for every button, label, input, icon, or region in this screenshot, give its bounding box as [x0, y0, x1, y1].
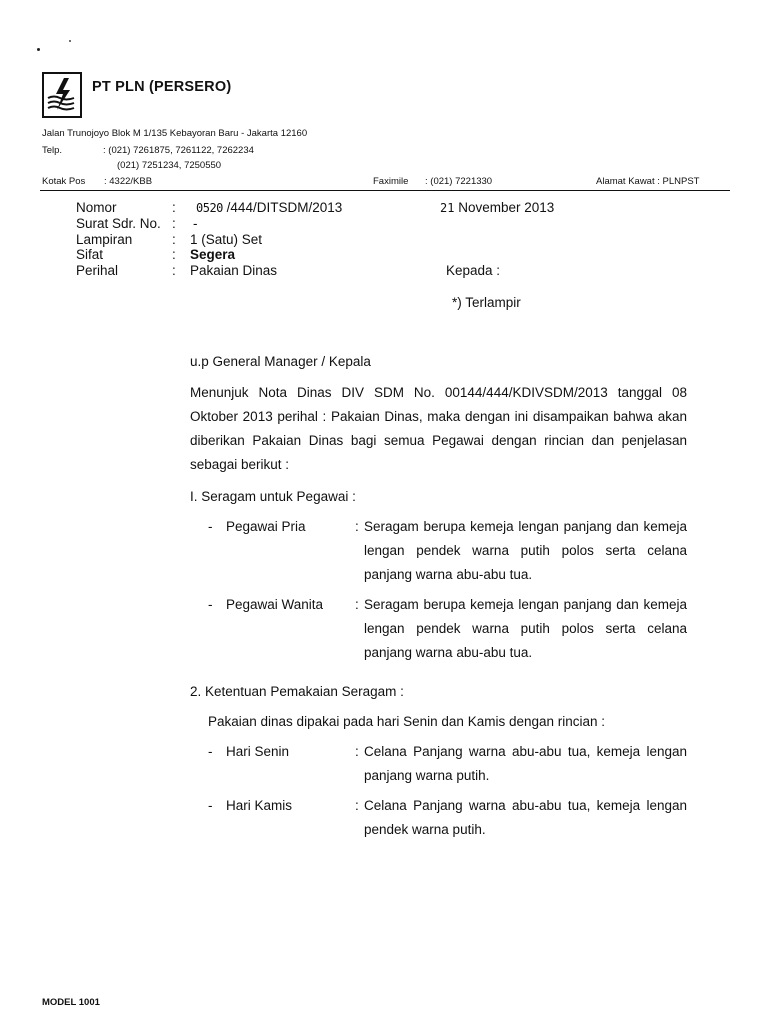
pria-text: Seragam berupa kemeja lengan panjang dan kemeja lengan pendek warna putih polos serta celana panjang warna abu-abu tua.	[364, 519, 687, 582]
colon: :	[172, 263, 176, 278]
kotak-pos-value: : 4322/KBB	[104, 176, 153, 187]
colon: :	[172, 232, 176, 247]
bullet-dash: -	[208, 798, 213, 813]
kamis-label: Hari Kamis	[226, 798, 293, 813]
colon: :	[172, 216, 176, 231]
bullet-dash: -	[208, 744, 213, 759]
attention-line: u.p General Manager / Kepala	[190, 354, 371, 369]
colon: :	[355, 519, 359, 534]
date-month-year: November 2013	[458, 200, 555, 215]
intro-paragraph: Menunjuk Nota Dinas DIV SDM No. 00144/444/KDIVSDM/2013 tanggal 08 Oktober 2013 perihal : Pakaian Dinas, maka dengan ini disampaikan bahwa akan diberikan Pakaian Dinas bagi semua Pegawai dengan rincian dan penjelasan sebagai berikut :	[190, 385, 687, 472]
sifat-value: Segera	[190, 247, 236, 262]
nomor-suffix: /444/DITSDM/2013	[226, 200, 343, 215]
sifat-label: Sifat	[76, 247, 104, 262]
bullet-dash: -	[208, 597, 213, 612]
date	[440, 200, 554, 216]
telegram-address: Alamat Kawat : PLNPST	[596, 176, 700, 187]
section-1-heading: I. Seragam untuk Pegawai :	[190, 489, 356, 504]
lampiran-label: Lampiran	[76, 232, 133, 247]
kepada-label: Kepada :	[446, 263, 501, 278]
kamis-text: Celana Panjang warna abu-abu tua, kemeja lengan pendek warna putih.	[364, 798, 687, 837]
nomor-value	[196, 200, 342, 216]
kotak-pos-label: Kotak Pos	[42, 176, 86, 187]
perihal-label: Perihal	[76, 263, 119, 278]
telp-label: Telp.	[42, 145, 63, 156]
section-2-heading: 2. Ketentuan Pemakaian Seragam :	[190, 684, 404, 699]
pria-label: Pegawai Pria	[226, 519, 306, 534]
company-name: PT PLN (PERSERO)	[92, 79, 232, 95]
senin-text: Celana Panjang warna abu-abu tua, kemeja lengan panjang warna putih.	[364, 744, 687, 783]
telp-line2: (021) 7251234, 7250550	[117, 160, 222, 171]
colon: :	[172, 247, 176, 262]
bullet-dash: -	[208, 519, 213, 534]
section-2-intro: Pakaian dinas dipakai pada hari Senin dan Kamis dengan rincian :	[208, 714, 606, 729]
colon: :	[172, 200, 176, 215]
fax-label: Faximile	[373, 176, 409, 187]
scan-speck	[69, 40, 71, 42]
address: Jalan Trunojoyo Blok M 1/135 Kebayoran Baru - Jakarta 12160	[42, 128, 308, 139]
surat-value: -	[193, 216, 198, 231]
nomor-label: Nomor	[76, 200, 117, 215]
recipient: *) Terlampir	[452, 295, 521, 310]
colon: :	[355, 798, 359, 813]
senin-label: Hari Senin	[226, 744, 290, 759]
pln-logo	[42, 72, 82, 118]
lampiran-value: 1 (Satu) Set	[190, 232, 263, 247]
scan-speck	[37, 48, 40, 51]
date-day: 21	[440, 201, 455, 215]
header-divider	[40, 190, 730, 191]
wanita-text: Seragam berupa kemeja lengan panjang dan kemeja lengan pendek warna putih polos serta celana panjang warna abu-abu tua.	[364, 597, 687, 660]
form-model: MODEL 1001	[42, 997, 100, 1008]
nomor-handwritten: 0520	[196, 201, 223, 215]
telp-line1: : (021) 7261875, 7261122, 7262234	[103, 145, 254, 156]
perihal-value: Pakaian Dinas	[190, 263, 278, 278]
colon: :	[355, 744, 359, 759]
wanita-label: Pegawai Wanita	[226, 597, 324, 612]
fax-value: : (021) 7221330	[425, 176, 493, 187]
surat-label: Surat Sdr. No.	[76, 216, 161, 231]
colon: :	[355, 597, 359, 612]
